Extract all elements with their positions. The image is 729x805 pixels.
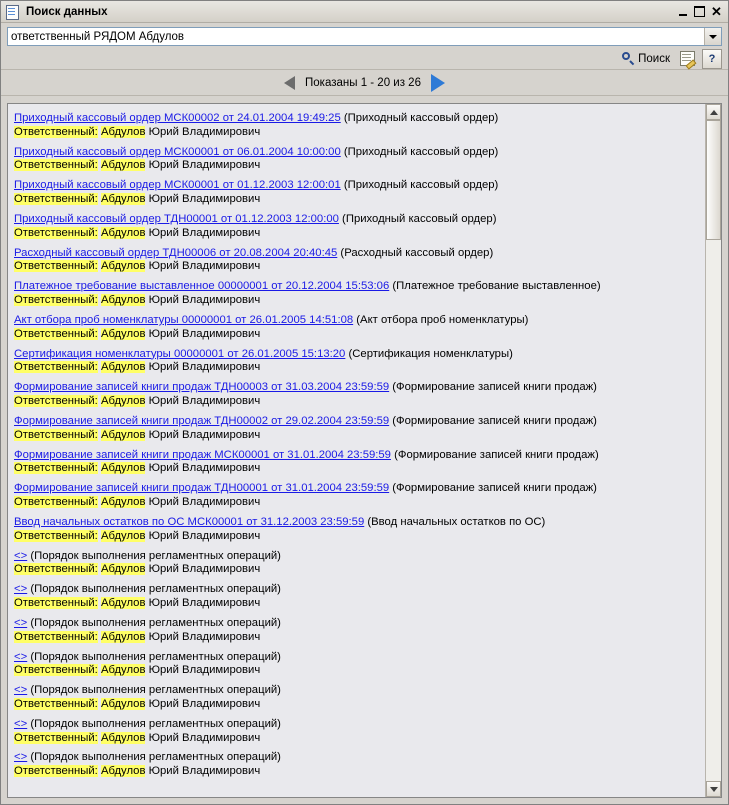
result-type: (Порядок выполнения регламентных операций) xyxy=(27,616,281,629)
responsible-label: Ответственный: xyxy=(14,664,98,677)
responsible-name-highlight: Абдулов xyxy=(100,529,146,542)
result-type: (Сертификация номенклатуры) xyxy=(345,347,513,360)
responsible-name-highlight: Абдулов xyxy=(100,327,146,340)
responsible-name-highlight: Абдулов xyxy=(100,731,146,744)
pager-status: Показаны 1 - 20 из 26 xyxy=(305,76,421,89)
list-item xyxy=(14,681,701,711)
list-item xyxy=(14,109,701,139)
responsible-name-rest: Юрий Владимирович xyxy=(145,630,261,643)
result-link[interactable]: Формирование записей книги продаж ТДН00003 от 31.03.2004 23:59:59 xyxy=(14,381,390,394)
result-type: (Платежное требование выставленное) xyxy=(389,280,601,293)
result-responsible-row xyxy=(14,396,701,408)
responsible-name-highlight: Абдулов xyxy=(100,630,146,643)
list-item xyxy=(14,547,701,577)
responsible-label: Ответственный: xyxy=(14,361,98,374)
responsible-name-rest: Юрий Владимирович xyxy=(145,496,261,509)
list-item xyxy=(14,143,701,173)
result-type: (Формирование записей книги продаж) xyxy=(390,448,599,461)
responsible-name-rest: Юрий Владимирович xyxy=(145,226,261,239)
responsible-label: Ответственный: xyxy=(14,496,98,509)
responsible-name-rest: Юрий Владимирович xyxy=(145,395,261,408)
list-item xyxy=(14,614,701,644)
edit-list-icon[interactable] xyxy=(676,48,698,69)
result-title-row xyxy=(14,547,701,564)
result-type: (Акт отбора проб номенклатуры) xyxy=(353,313,529,326)
result-type: (Приходный кассовый ордер) xyxy=(340,112,499,124)
responsible-label: Ответственный: xyxy=(14,125,98,138)
responsible-label: Ответственный: xyxy=(14,193,98,206)
result-link[interactable]: <> xyxy=(14,684,28,697)
result-title-row xyxy=(14,446,701,463)
triangle-right-icon[interactable] xyxy=(431,74,445,92)
responsible-name-highlight: Абдулов xyxy=(100,361,146,374)
list-item xyxy=(14,277,701,307)
result-title-row xyxy=(14,748,701,765)
search-input[interactable] xyxy=(8,28,704,45)
responsible-label: Ответственный: xyxy=(14,765,98,778)
result-link[interactable]: <> xyxy=(14,650,28,663)
window-titlebar xyxy=(1,1,728,23)
result-responsible-row xyxy=(14,531,701,543)
result-responsible-row xyxy=(14,194,701,206)
result-responsible-row xyxy=(14,261,701,273)
window-title: Поиск данных xyxy=(26,5,108,18)
result-link[interactable]: Формирование записей книги продаж МСК00001 от 31.01.2004 23:59:59 xyxy=(14,448,391,461)
result-responsible-row xyxy=(14,733,701,745)
result-link[interactable]: <> xyxy=(14,717,28,730)
result-responsible-row xyxy=(14,329,701,341)
result-type: (Формирование записей книги продаж) xyxy=(389,482,597,495)
result-responsible-row xyxy=(14,430,701,442)
responsible-name-rest: Юрий Владимирович xyxy=(145,596,261,609)
list-item xyxy=(14,513,701,543)
toolbar xyxy=(1,48,728,70)
arrow-down-icon[interactable] xyxy=(706,781,721,797)
result-link[interactable]: Приходный кассовый ордер МСК00001 от 06.01.2004 10:00:00 xyxy=(14,145,341,158)
result-type: (Порядок выполнения регламентных операций) xyxy=(27,684,281,697)
result-title-row xyxy=(14,210,701,227)
responsible-name-highlight: Абдулов xyxy=(100,260,146,273)
window-controls xyxy=(675,4,724,19)
responsible-name-highlight: Абдулов xyxy=(100,697,146,710)
result-responsible-row xyxy=(14,699,701,711)
result-title-row xyxy=(14,614,701,631)
scrollbar-thumb[interactable] xyxy=(706,120,721,240)
responsible-label: Ответственный: xyxy=(14,159,98,172)
result-title-row xyxy=(14,479,701,496)
responsible-label: Ответственный: xyxy=(14,529,98,542)
result-title-row xyxy=(14,715,701,732)
list-item xyxy=(14,748,701,778)
results-list xyxy=(8,104,705,797)
vertical-scrollbar[interactable] xyxy=(705,104,721,797)
result-title-row xyxy=(14,176,701,193)
result-responsible-row xyxy=(14,665,701,677)
result-title-row xyxy=(14,412,701,429)
responsible-label: Ответственный: xyxy=(14,395,98,408)
result-type: (Порядок выполнения регламентных операций) xyxy=(27,583,281,596)
list-item xyxy=(14,648,701,678)
responsible-name-highlight: Абдулов xyxy=(100,395,146,408)
list-item xyxy=(14,580,701,610)
result-link[interactable]: <> xyxy=(14,616,28,629)
search-button-label: Поиск xyxy=(638,52,670,65)
list-item xyxy=(14,479,701,509)
result-responsible-row xyxy=(14,127,701,139)
result-responsible-row xyxy=(14,766,701,778)
list-item xyxy=(14,378,701,408)
close-button[interactable]: ✕ xyxy=(711,4,722,19)
result-link[interactable]: Сертификация номенклатуры 00000001 от 26.01.2005 15:13:20 xyxy=(14,347,346,360)
result-link[interactable]: <> xyxy=(14,583,28,596)
list-item xyxy=(14,311,701,341)
list-item xyxy=(14,345,701,375)
responsible-label: Ответственный: xyxy=(14,596,98,609)
result-responsible-row xyxy=(14,497,701,509)
result-responsible-row xyxy=(14,295,701,307)
result-title-row xyxy=(14,277,701,294)
result-link[interactable]: Формирование записей книги продаж ТДН00001 от 31.01.2004 23:59:59 xyxy=(14,482,390,495)
result-responsible-row xyxy=(14,228,701,240)
responsible-label: Ответственный: xyxy=(14,630,98,643)
search-button[interactable] xyxy=(619,51,673,66)
result-link[interactable]: Приходный кассовый ордер МСК00002 от 24.01.2004 19:49:25 xyxy=(14,112,341,124)
responsible-label: Ответственный: xyxy=(14,731,98,744)
responsible-name-rest: Юрий Владимирович xyxy=(145,193,261,206)
responsible-name-rest: Юрий Владимирович xyxy=(145,125,261,138)
pager xyxy=(1,70,728,96)
document-search-icon xyxy=(5,5,21,19)
result-title-row xyxy=(14,648,701,665)
responsible-name-rest: Юрий Владимирович xyxy=(145,765,261,778)
responsible-name-highlight: Абдулов xyxy=(100,664,146,677)
result-link[interactable]: <> xyxy=(14,549,28,562)
responsible-label: Ответственный: xyxy=(14,428,98,441)
result-type: (Формирование записей книги продаж) xyxy=(389,414,597,427)
maximize-button[interactable] xyxy=(692,4,707,19)
result-link[interactable]: Акт отбора проб номенклатуры 00000001 от 26.01.2005 14:51:08 xyxy=(14,313,354,326)
result-type: (Ввод начальных остатков по ОС) xyxy=(364,515,546,528)
result-type: (Приходный кассовый ордер) xyxy=(338,212,497,225)
result-type: (Формирование записей книги продаж) xyxy=(389,381,597,394)
result-title-row xyxy=(14,378,701,395)
list-item xyxy=(14,446,701,476)
responsible-name-rest: Юрий Владимирович xyxy=(145,327,261,340)
result-title-row xyxy=(14,580,701,597)
search-combobox[interactable] xyxy=(7,27,722,46)
result-title-row xyxy=(14,244,701,261)
responsible-name-rest: Юрий Владимирович xyxy=(145,159,261,172)
result-responsible-row xyxy=(14,598,701,610)
result-link[interactable]: Ввод начальных остатков по ОС МСК00001 от 31.12.2003 23:59:59 xyxy=(14,515,365,528)
responsible-name-highlight: Абдулов xyxy=(100,159,146,172)
arrow-up-icon[interactable] xyxy=(706,104,721,120)
result-type: (Порядок выполнения регламентных операций) xyxy=(27,717,281,730)
triangle-left-icon[interactable] xyxy=(284,76,295,90)
result-type: (Приходный кассовый ордер) xyxy=(340,145,499,158)
responsible-label: Ответственный: xyxy=(14,563,98,576)
result-title-row xyxy=(14,143,701,160)
list-item xyxy=(14,715,701,745)
responsible-name-highlight: Абдулов xyxy=(100,294,146,307)
result-type: (Порядок выполнения регламентных операций) xyxy=(27,650,281,663)
responsible-name-highlight: Абдулов xyxy=(100,496,146,509)
result-title-row xyxy=(14,311,701,328)
list-item xyxy=(14,244,701,274)
responsible-name-rest: Юрий Владимирович xyxy=(145,260,261,273)
responsible-name-highlight: Абдулов xyxy=(100,428,146,441)
responsible-name-rest: Юрий Владимирович xyxy=(145,462,261,475)
result-responsible-row xyxy=(14,160,701,172)
responsible-label: Ответственный: xyxy=(14,697,98,710)
responsible-name-highlight: Абдулов xyxy=(100,462,146,475)
chevron-down-icon[interactable] xyxy=(704,28,721,45)
result-link[interactable]: Расходный кассовый ордер ТДН00006 от 20.08.2004 20:40:45 xyxy=(14,246,338,259)
result-title-row xyxy=(14,109,701,126)
magnifier-icon xyxy=(622,52,635,65)
result-type: (Порядок выполнения регламентных операций) xyxy=(27,549,281,562)
result-title-row xyxy=(14,513,701,530)
result-title-row xyxy=(14,681,701,698)
responsible-name-rest: Юрий Владимирович xyxy=(145,731,261,744)
result-link[interactable]: <> xyxy=(14,751,28,764)
result-type: (Приходный кассовый ордер) xyxy=(340,179,499,192)
responsible-label: Ответственный: xyxy=(14,226,98,239)
result-type: (Расходный кассовый ордер) xyxy=(337,246,494,259)
result-link[interactable]: Формирование записей книги продаж ТДН00002 от 29.02.2004 23:59:59 xyxy=(14,414,390,427)
responsible-label: Ответственный: xyxy=(14,260,98,273)
search-bar xyxy=(1,23,728,48)
responsible-name-rest: Юрий Владимирович xyxy=(145,697,261,710)
responsible-name-rest: Юрий Владимирович xyxy=(145,563,261,576)
responsible-name-rest: Юрий Владимирович xyxy=(145,664,261,677)
result-title-row xyxy=(14,345,701,362)
responsible-name-highlight: Абдулов xyxy=(100,563,146,576)
responsible-name-rest: Юрий Владимирович xyxy=(145,428,261,441)
responsible-name-highlight: Абдулов xyxy=(100,125,146,138)
list-item xyxy=(14,210,701,240)
result-link[interactable]: Приходный кассовый ордер ТДН00001 от 01.12.2003 12:00:00 xyxy=(14,212,339,225)
scrollbar-track[interactable] xyxy=(706,120,721,781)
minimize-button[interactable] xyxy=(675,4,690,19)
result-link[interactable]: Платежное требование выставленное 00000001 от 20.12.2004 15:53:06 xyxy=(14,280,390,293)
result-responsible-row xyxy=(14,463,701,475)
help-button[interactable]: ? xyxy=(702,49,722,69)
result-type: (Порядок выполнения регламентных операций) xyxy=(27,751,281,764)
responsible-name-rest: Юрий Владимирович xyxy=(145,529,261,542)
result-link[interactable]: Приходный кассовый ордер МСК00001 от 01.12.2003 12:00:01 xyxy=(14,179,341,192)
responsible-name-highlight: Абдулов xyxy=(100,596,146,609)
responsible-name-highlight: Абдулов xyxy=(100,193,146,206)
responsible-label: Ответственный: xyxy=(14,462,98,475)
responsible-name-highlight: Абдулов xyxy=(100,765,146,778)
list-item xyxy=(14,176,701,206)
responsible-name-rest: Юрий Владимирович xyxy=(145,361,261,374)
responsible-name-rest: Юрий Владимирович xyxy=(145,294,261,307)
responsible-name-highlight: Абдулов xyxy=(100,226,146,239)
list-item xyxy=(14,412,701,442)
results-panel xyxy=(7,103,722,798)
responsible-label: Ответственный: xyxy=(14,327,98,340)
result-responsible-row xyxy=(14,564,701,576)
responsible-label: Ответственный: xyxy=(14,294,98,307)
result-responsible-row xyxy=(14,362,701,374)
result-responsible-row xyxy=(14,632,701,644)
